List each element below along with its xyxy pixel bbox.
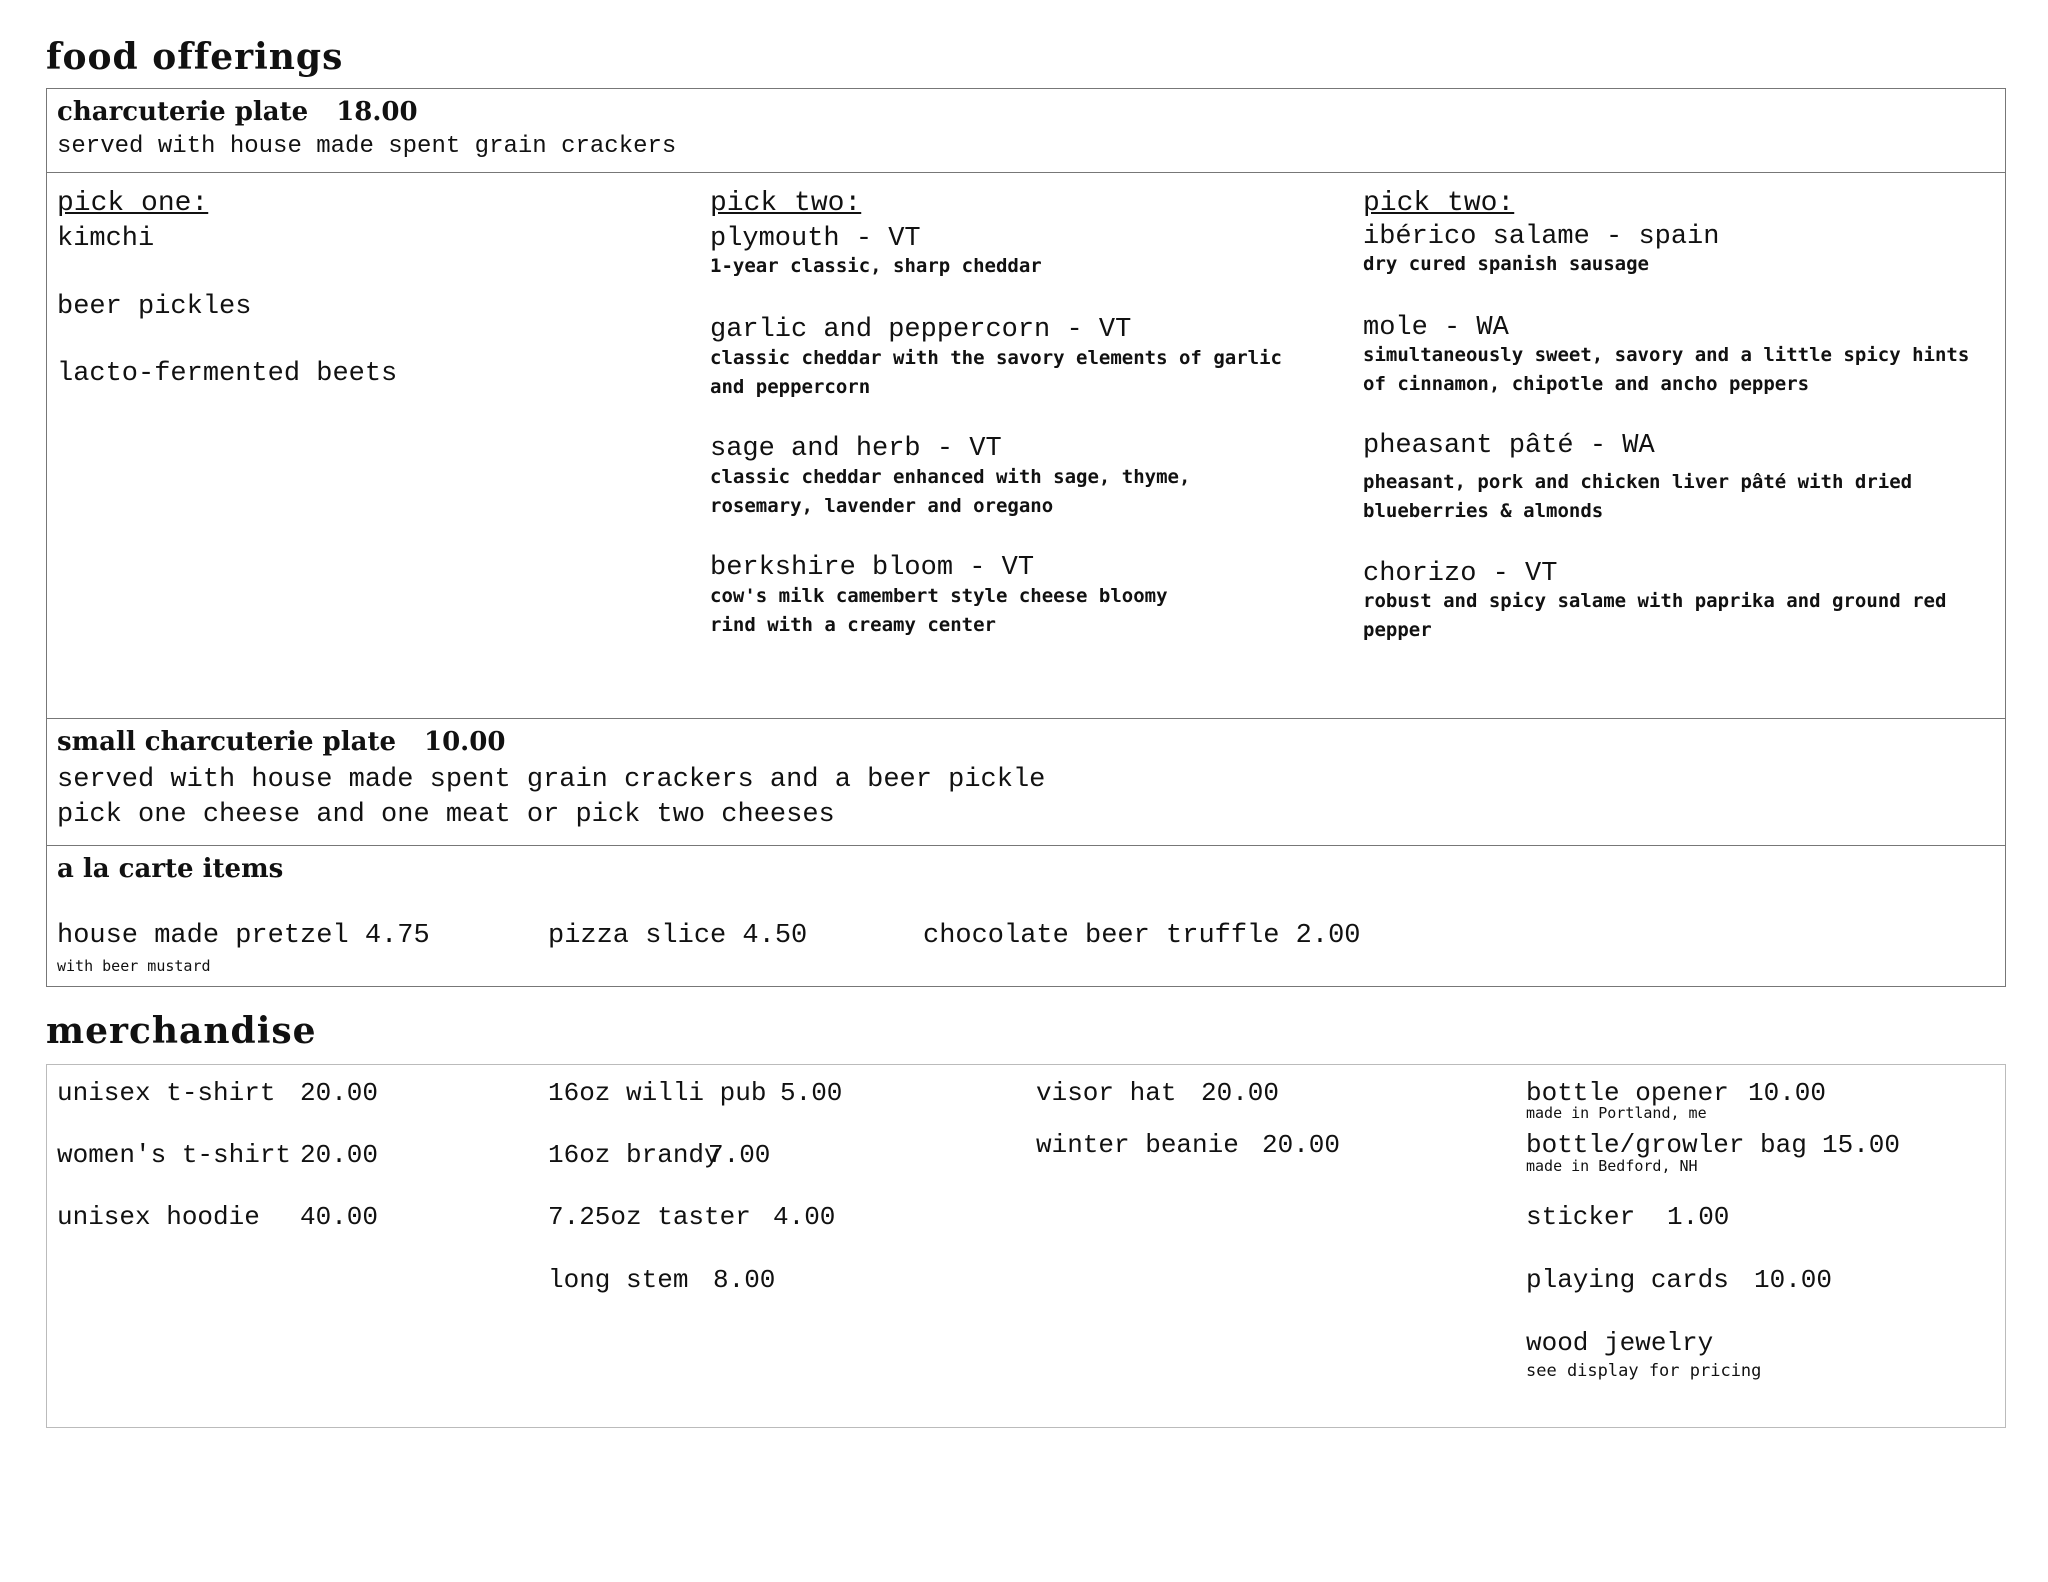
merch-item [548, 1265, 776, 1295]
merch-item [1036, 1078, 1280, 1108]
merch-item [1036, 1130, 1341, 1160]
merch-item-name: 16oz brandy [548, 1140, 720, 1170]
charcuterie-plate-header [57, 97, 418, 127]
merch-item-name: unisex t-shirt [57, 1078, 276, 1108]
cheese-item-desc: 1-year classic, sharp cheddar [710, 255, 1042, 277]
meat-pick-two-heading: pick two: [1363, 188, 1515, 219]
merch-item-name: winter beanie [1036, 1130, 1239, 1160]
merch-item-price: 7.00 [708, 1140, 771, 1170]
merch-item [57, 1202, 379, 1232]
merch-item-note: made in Bedford, NH [1526, 1157, 1698, 1175]
merch-item-price: 10.00 [1748, 1078, 1827, 1108]
merch-item-price: 8.00 [713, 1265, 776, 1295]
merch-item-name: long stem [548, 1265, 689, 1295]
charcuterie-plate-price: 18.00 [336, 97, 418, 127]
cheese-pick-two-heading: pick two: [710, 188, 862, 219]
meat-item-name: pheasant pâté - WA [1363, 431, 1655, 461]
cheese-item-desc: cow's milk camembert style cheese bloomy rind with a creamy center [710, 585, 1168, 636]
merch-item [548, 1202, 836, 1232]
merch-item-price: 20.00 [300, 1140, 379, 1170]
meat-item-name: chorizo - VT [1363, 559, 1558, 589]
meat-item-desc: robust and spicy salame with paprika and ground red pepper [1363, 590, 1947, 641]
merch-item [1526, 1130, 1901, 1160]
merch-item-price: 40.00 [300, 1202, 379, 1232]
merch-item [57, 1078, 379, 1108]
pick-one-item: lacto-fermented beets [57, 359, 398, 389]
cheese-item-name: sage and herb - VT [710, 434, 1002, 464]
a-la-carte-heading: a la carte items [57, 854, 284, 884]
merch-item-price: 1.00 [1667, 1202, 1730, 1232]
merch-item-price: 20.00 [300, 1078, 379, 1108]
merch-item-price: 5.00 [780, 1078, 843, 1108]
merch-item-note: made in Portland, me [1526, 1104, 1707, 1122]
cheese-item-name: berkshire bloom - VT [710, 553, 1035, 583]
merch-item [1526, 1265, 1833, 1295]
cheese-item-name: plymouth - VT [710, 224, 921, 254]
cheese-item-name: garlic and peppercorn - VT [710, 315, 1132, 345]
merch-item-name: visor hat [1036, 1078, 1177, 1108]
merch-item-name: wood jewelry [1526, 1328, 1714, 1358]
food-offerings-title: food offerings [46, 36, 344, 78]
pick-one-item: kimchi [57, 224, 155, 254]
pizza-item: pizza slice 4.50 [548, 921, 808, 951]
merch-item-name: playing cards [1526, 1265, 1729, 1295]
charcuterie-plate-name: charcuterie plate [57, 97, 309, 127]
merch-item-name: sticker [1526, 1202, 1636, 1232]
merch-item [548, 1078, 843, 1108]
merch-item-name: bottle opener [1526, 1078, 1729, 1108]
small-plate-name: small charcuterie plate [57, 727, 396, 757]
merch-item [1526, 1202, 1730, 1232]
meat-item-desc: pheasant, pork and chicken liver pâté with dried blueberries & almonds [1363, 471, 1913, 522]
divider [46, 718, 2006, 719]
merch-item [57, 1140, 379, 1170]
merchandise-title: merchandise [46, 1010, 317, 1052]
merch-item-name: 16oz willi pub [548, 1078, 767, 1108]
pick-one-item: beer pickles [57, 292, 252, 322]
cheese-item-desc: classic cheddar enhanced with sage, thyme, rosemary, lavender and oregano [710, 466, 1191, 517]
merch-item-price: 20.00 [1201, 1078, 1280, 1108]
small-plate-note: pick one cheese and one meat or pick two cheeses [57, 800, 835, 830]
pick-one-heading: pick one: [57, 188, 209, 219]
merch-item [548, 1140, 771, 1170]
merch-item-name: women's t-shirt [57, 1140, 292, 1170]
merch-item-price: 4.00 [773, 1202, 836, 1232]
meat-item-name: mole - WA [1363, 313, 1509, 343]
merch-item-price: 15.00 [1822, 1130, 1901, 1160]
cheese-item-desc: classic cheddar with the savory elements of garlic and peppercorn [710, 347, 1282, 398]
small-plate-header [57, 727, 505, 757]
truffle-item: chocolate beer truffle 2.00 [923, 921, 1361, 951]
merch-item-name: unisex hoodie [57, 1202, 260, 1232]
small-plate-note: served with house made spent grain crackers and a beer pickle [57, 765, 1046, 795]
meat-item-desc: simultaneously sweet, savory and a little spicy hints of cinnamon, chipotle and ancho peppers [1363, 344, 1970, 395]
meat-item-name: ibérico salame - spain [1363, 222, 1720, 252]
charcuterie-plate-note: served with house made spent grain crackers [57, 133, 677, 160]
divider [46, 172, 2006, 173]
merch-item-price: 20.00 [1262, 1130, 1341, 1160]
merch-item-price: 10.00 [1754, 1265, 1833, 1295]
meat-item-desc: dry cured spanish sausage [1363, 253, 1649, 275]
merch-item-name: 7.25oz taster [548, 1202, 751, 1232]
merch-item-name: bottle/growler bag [1526, 1130, 1807, 1160]
pretzel-item: house made pretzel 4.75 [57, 921, 430, 951]
small-plate-price: 10.00 [424, 727, 506, 757]
merch-item-note: see display for pricing [1526, 1361, 1762, 1381]
divider [46, 845, 2006, 846]
pretzel-note: with beer mustard [57, 957, 211, 975]
